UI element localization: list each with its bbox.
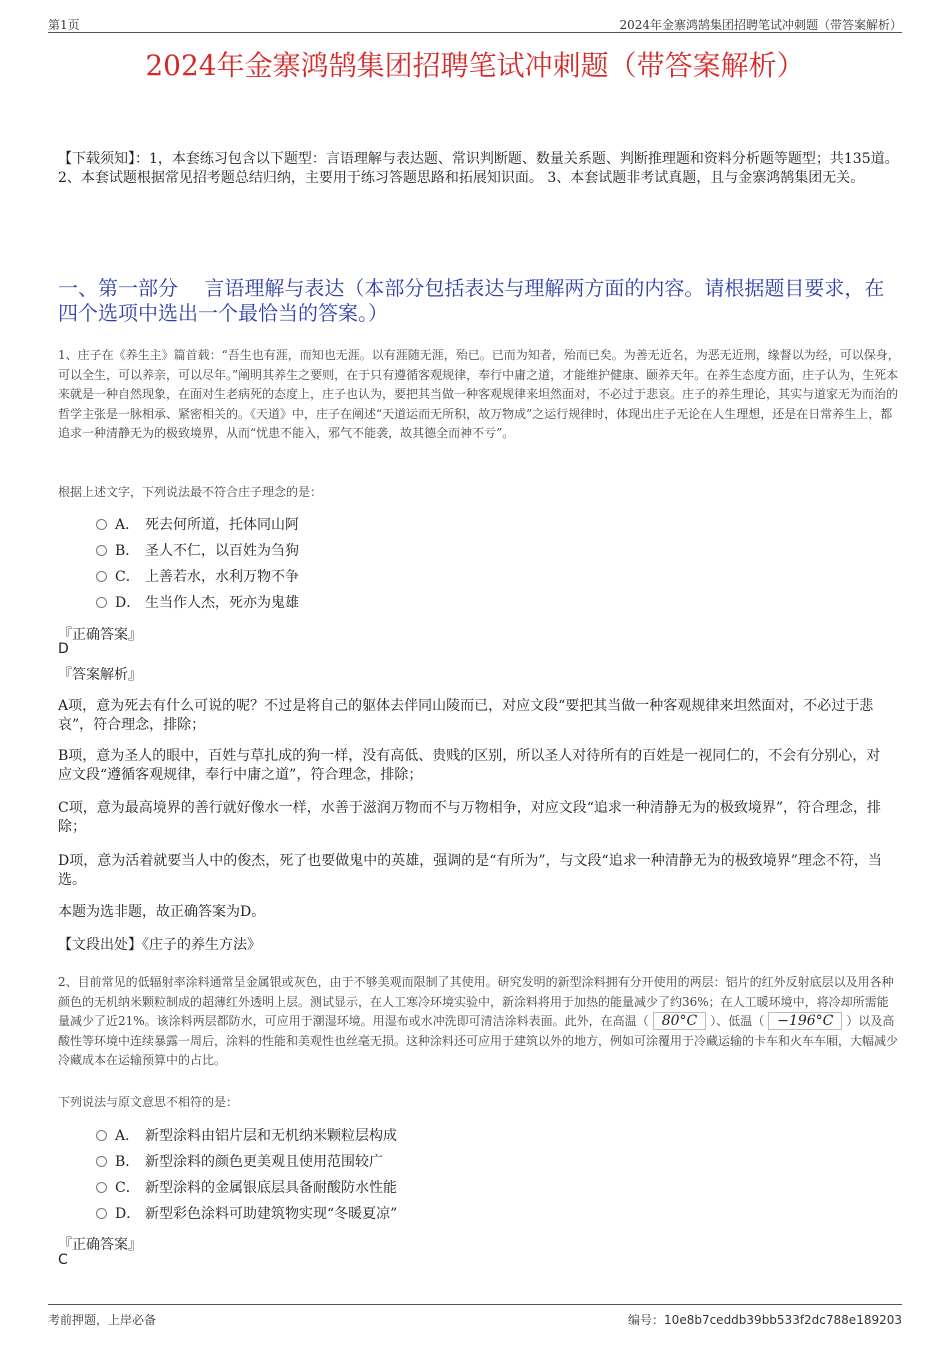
q1-conclusion: 本题为选非题，故正确答案为D。 <box>58 904 266 920</box>
radio-icon[interactable] <box>96 1182 107 1193</box>
q2-option-c[interactable]: C． 新型涂料的金属银底层具备耐酸防水性能 <box>96 1178 397 1198</box>
footer-code: 编号：10e8b7ceddb39bb533f2dc788e189203 <box>628 1313 902 1327</box>
q2-answer-label: 『正确答案』 <box>58 1237 142 1253</box>
page-footer <box>48 1304 902 1327</box>
document-title: 2024年金寨鸿鹄集团招聘笔试冲刺题（带答案解析） <box>145 49 805 82</box>
q1-passage: 1、庄子在《养生主》篇首载：“吾生也有涯，而知也无涯。以有涯随无涯，殆已。已而为知者，殆而已矣。为善无近名，为恶无近刑，缘督以为经，可以保身，可以全生，可以养亲，可以尽年。”阐明其养生之要则，在于只有遵循客观规律，奉行中庸之道，才能维护健康、颐养天年。在养生态度方面，庄子认为，生死本来就是一种自然现象，在面对生老病死的态度上，庄子也认为，要把其当做一种客观规律来坦然面对，不必过于悲哀。庄子的养生理论，其实与道家无为而治的哲学主张是一脉相承、紧密相关的。《天道》中，庄子在阐述“天道运而无所积，故万物成”之运行规律时，体现出庄子无论在人生理想，还是在日常养生上，都追求一种清静无为的极致境界，从而“忧患不能入，邪气不能袭，故其德全而神不亏”。 <box>58 348 900 440</box>
q1-analysis-d: D项，意为活着就要当人中的俊杰，死了也要做鬼中的英雄，强调的是“有所为”，与文段“追求一种清静无为的极致境界”理念不符，当选。 <box>58 853 882 888</box>
page-header <box>48 14 902 33</box>
q1-option-a[interactable]: A． 死去何所道，托体同山阿 <box>96 515 299 535</box>
q2-option-a[interactable]: A． 新型涂料由铝片层和无机纳米颗粒层构成 <box>96 1126 397 1146</box>
q1-option-c[interactable]: C． 上善若水，水利万物不争 <box>96 567 299 587</box>
radio-icon[interactable] <box>96 1130 107 1141</box>
q1-answer: D <box>58 641 69 657</box>
download-notice: 【下载须知】：1，本套练习包含以下题型：言语理解与表达题、常识判断题、数量关系题、判断推理题和资料分析题等题型；共135道。 2、本套试题根据常见招考题总结归纳，主要用于练习答题思路和拓展知识面。 3、本套试题非考试真题，且与金寨鸿鹄集团无关。 <box>58 151 899 186</box>
q1-option-b[interactable]: B． 圣人不仁，以百姓为刍狗 <box>96 541 299 561</box>
q1-question: 根据上述文字，下列说法最不符合庄子理念的是： <box>58 485 323 499</box>
q1-analysis-c: C项，意为最高境界的善行就好像水一样，水善于滋润万物而不与万物相争，对应文段“追求一种清静无为的极致境界”，符合理念，排除； <box>58 800 882 835</box>
q2-answer: C <box>58 1252 68 1268</box>
q2-passage: 2、目前常见的低辐射率涂料通常呈金属银或灰色，由于不够美观而限制了其使用。研究发明的新型涂料拥有分开使用的两层：铝片的红外反射底层以及用各种颜色的无机纳米颗粒制成的超薄红外透明上层。测试显示，在人工寒冷环境实验中，新涂料将用于加热的能量减少了约36%；在人工暖环境中，将冷却所需能量减少了近21%。该涂料两层都防水，可应用于潮湿环境。用湿布或水冲洗即可清洁涂料表面。此外，在高温（ 80°C ）、低温（ −196°C ）以及高酸性等环境中连续暴露一周后，涂料的性能和美观性也丝毫无损。这种涂料还可应用于建筑以外的地方，例如可涂覆用于冷藏运输的卡车和火车车厢，大幅减少冷藏成本在运输预算中的占比。 <box>58 975 899 1067</box>
q1-source: 【文段出处】《庄子的养生方法》 <box>58 937 261 953</box>
q1-analysis-a: A项，意为死去有什么可说的呢？不过是将自己的躯体去伴同山陵而已，对应文段“要把其当做一种客观规律来坦然面对，不必过于悲哀”，符合理念，排除； <box>58 698 874 733</box>
radio-icon[interactable] <box>96 597 107 608</box>
footer-slogan: 考前押题，上岸必备 <box>48 1313 157 1327</box>
q2-option-d[interactable]: D． 新型彩色涂料可助建筑物实现“冬暖夏凉” <box>96 1204 397 1224</box>
radio-icon[interactable] <box>96 1208 107 1219</box>
q1-answer-label: 『正确答案』 <box>58 627 142 643</box>
temp-low-formula: −196°C <box>768 1012 842 1030</box>
radio-icon[interactable] <box>96 545 107 556</box>
section-title: 一、第一部分 言语理解与表达（本部分包括表达与理解两方面的内容。请根据题目要求，在四个选项中选出一个最恰当的答案。） <box>58 276 885 325</box>
q1-analysis-label: 『答案解析』 <box>58 667 142 683</box>
radio-icon[interactable] <box>96 1156 107 1167</box>
q2-question: 下列说法与原文意思不相符的是： <box>58 1095 239 1109</box>
radio-icon[interactable] <box>96 571 107 582</box>
q1-option-d[interactable]: D． 生当作人杰，死亦为鬼雄 <box>96 593 299 613</box>
page-number: 第1页 <box>48 18 80 32</box>
radio-icon[interactable] <box>96 519 107 530</box>
q1-analysis-b: B项，意为圣人的眼中，百姓与草扎成的狗一样，没有高低、贵贱的区别，所以圣人对待所有的百姓是一视同仁的，不会有分别心，对应文段“遵循客观规律，奉行中庸之道”，符合理念，排除； <box>58 748 881 783</box>
q2-option-b[interactable]: B． 新型涂料的颜色更美观且使用范围较广 <box>96 1152 383 1172</box>
header-doc-title: 2024年金寨鸿鹄集团招聘笔试冲刺题（带答案解析） <box>619 18 902 32</box>
temp-high-formula: 80°C <box>653 1012 707 1030</box>
